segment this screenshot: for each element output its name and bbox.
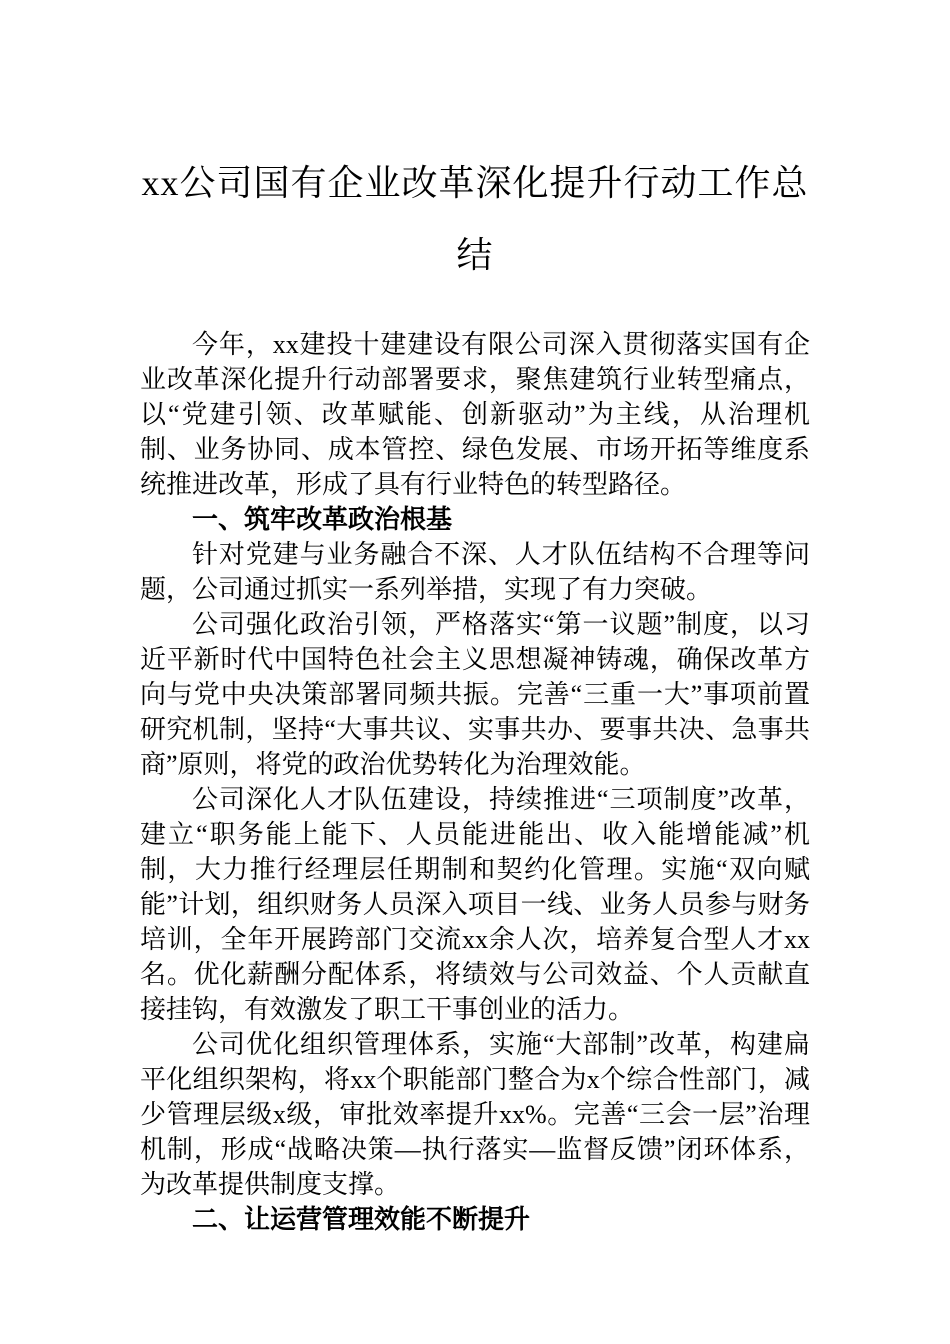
paragraph-problems: 针对党建与业务融合不深、人才队伍结构不合理等问题，公司通过抓实一系列举措，实现了有力突破。 [140, 540, 810, 604]
document-body [140, 327, 810, 1237]
paragraph-organization-system: 公司优化组织管理体系，实施“大部制”改革，构建扁平化组织架构，将xx个职能部门整合为x个综合性部门，减少管理层级x级，审批效率提升xx%。完善“三会一层”治理机制，形成“战略决策—执行落实—监督反馈”闭环体系，为改革提供制度支撑。 [140, 1030, 810, 1199]
paragraph-talent-team: 公司深化人才队伍建设，持续推进“三项制度”改革，建立“职务能上能下、人员能进能出、收入能增能减”机制，大力推行经理层任期制和契约化管理。实施“双向赋能”计划，组织财务人员深入项目一线、业务人员参与财务培训，全年开展跨部门交流xx余人次，培养复合型人才xx名。优化薪酬分配体系，将绩效与公司效益、个人贡献直接挂钩，有效激发了职工干事创业的活力。 [140, 785, 810, 1024]
section-heading-1: 一、筑牢改革政治根基 [192, 505, 453, 534]
section-heading-2: 二、让运营管理效能不断提升 [192, 1205, 531, 1234]
paragraph-intro: 今年，xx建投十建建设有限公司深入贯彻落实国有企业改革深化提升行动部署要求，聚焦建筑行业转型痛点，以“党建引领、改革赋能、创新驱动”为主线，从治理机制、业务协同、成本管控、绿色发展、市场开拓等维度系统推进改革，形成了具有行业特色的转型路径。 [140, 330, 810, 499]
document-title: xx公司国有企业改革深化提升行动工作总结 [141, 163, 809, 275]
paragraph-political-leadership: 公司强化政治引领，严格落实“第一议题”制度，以习近平新时代中国特色社会主义思想凝神铸魂，确保改革方向与党中央决策部署同频共振。完善“三重一大”事项前置研究机制，坚持“大事共议、实事共办、要事共决、急事共商”原则，将党的政治优势转化为治理效能。 [140, 610, 810, 779]
